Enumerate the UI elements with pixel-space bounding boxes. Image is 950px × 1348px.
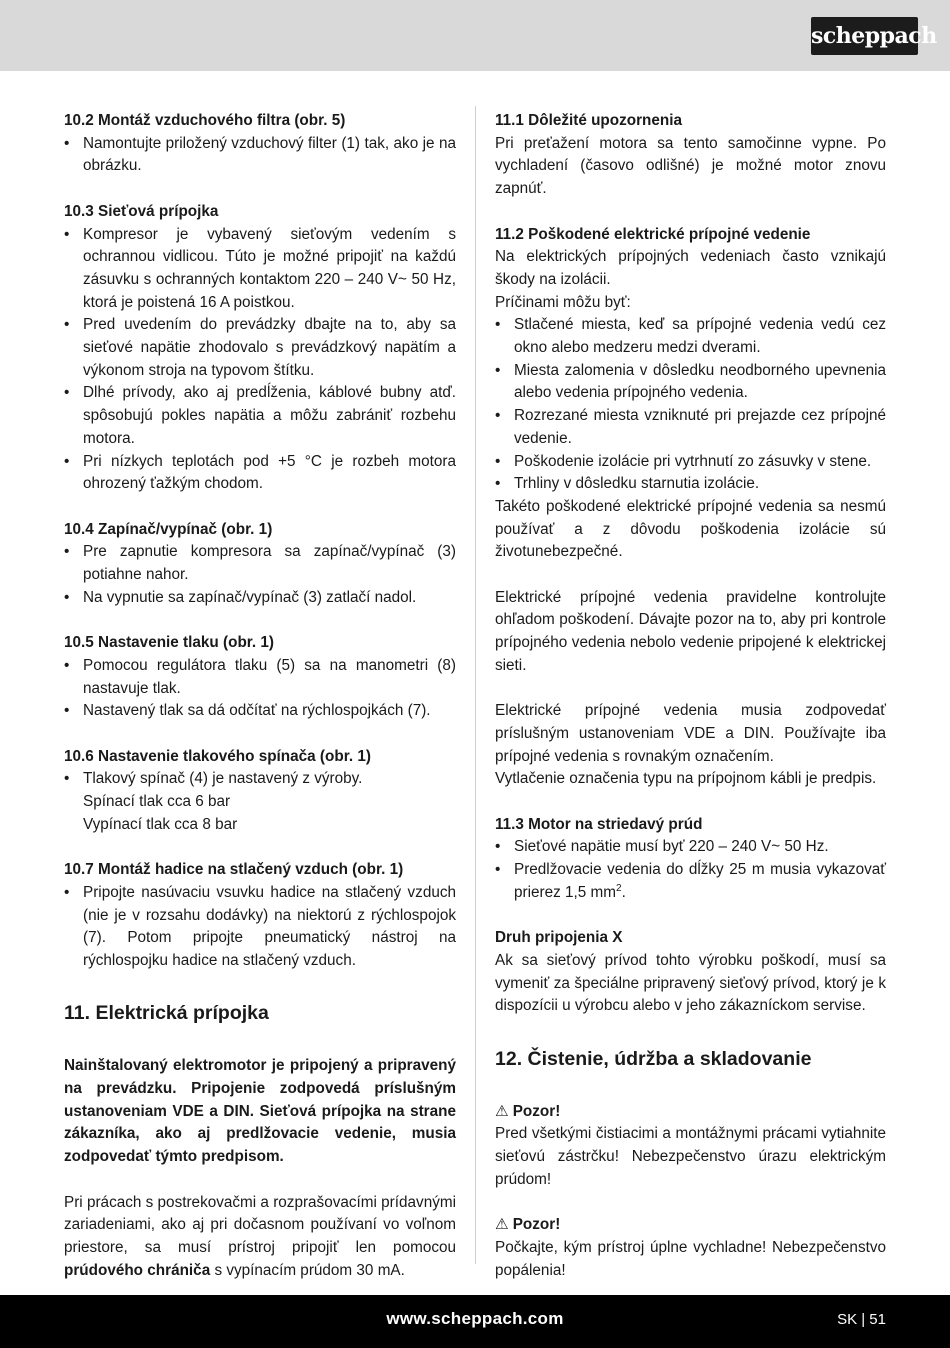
footer-url[interactable]: www.scheppach.com xyxy=(386,1309,564,1328)
section-10-7 xyxy=(64,859,456,973)
section-10-2 xyxy=(64,110,456,178)
bullet-list xyxy=(495,314,886,496)
list-item: • Nastavený tlak sa dá odčítať na rýchlospojkách (7). xyxy=(64,700,456,723)
list-item: • Dlhé prívody, ako aj predĺženia, káblové bubny atď. spôsobujú pokles napätia a môžu zabrániť rozbehu motora. xyxy=(64,382,456,450)
list-item-text: Predlžovacie vedenia do dĺžky 25 m musia vykazovať prierez 1,5 mm xyxy=(514,861,886,901)
paragraph-text: s vypínacím prúdom 30 mA. xyxy=(214,1261,405,1279)
list-item-text: . xyxy=(621,883,626,901)
section-11-2-check xyxy=(495,587,886,678)
pressure-line: Vypínací tlak cca 8 bar xyxy=(83,815,238,833)
list-item: • Miesta zalomenia v dôsledku neodborného upevnenia alebo vedenia prípojného vedenia. xyxy=(495,360,886,405)
section-11-rcd xyxy=(64,1192,456,1283)
warning-icon: ⚠ xyxy=(495,1216,509,1234)
section-10-3 xyxy=(64,201,456,496)
list-item: • Pre zapnutie kompresora sa zapínač/vypínač (3) potiahne nahor. xyxy=(64,541,456,586)
bullet-list xyxy=(64,655,456,723)
section-title: 11.2 Poškodené elektrické prípojné vedenie xyxy=(495,225,811,243)
paragraph: Elektrické prípojné vedenia musia zodpovedať príslušným ustanoveniam VDE a DIN. Používajte iba prípojné vedenia s rovnakým označením. xyxy=(495,702,886,765)
bold-paragraph: Nainštalovaný elektromotor je pripojený a pripravený na prevádzku. Pripojenie zodpovedá príslušným ustanoveniam VDE a DIN. Sieťová prípojka na strane zákazníka, ako aj predlžovacie vedenie, musia zodpovedať týmto predpisom. xyxy=(64,1057,456,1166)
bullet-list xyxy=(64,768,456,791)
list-item: • Sieťové napätie musí byť 220 – 240 V~ 50 Hz. xyxy=(495,836,886,859)
section-title: 10.2 Montáž vzduchového filtra (obr. 5) xyxy=(64,112,346,129)
warning-2 xyxy=(495,1214,886,1282)
list-item: • Kompresor je vybavený sieťovým vedením s ochrannou vidlicou. Túto je možné pripojiť na každú zásuvku s ochranných kontaktom 220 – 240 V~ 50 Hz, ktorá je poistená 16 A poistkou. xyxy=(64,224,456,315)
section-11-2-norms xyxy=(495,700,886,791)
list-item: • Pomocou regulátora tlaku (5) sa na manometri (8) nastavuje tlak. xyxy=(64,655,456,700)
emphasis-text: prúdového chrániča xyxy=(64,1261,211,1279)
paragraph: Pred všetkými čistiacimi a montážnymi prácami vytiahnite sieťovú zástrčku! Nebezpečenstvo úrazu elektrickým prúdom! xyxy=(495,1125,886,1188)
page-number: SK | 51 xyxy=(837,1311,886,1328)
bullet-list xyxy=(64,133,456,178)
list-item: • Na vypnutie sa zapínač/vypínač (3) zatlačí nadol. xyxy=(64,587,456,610)
chapter-title-12: 12. Čistenie, údržba a skladovanie xyxy=(495,1047,812,1070)
section-title: 10.6 Nastavenie tlakového spínača (obr. 1) xyxy=(64,747,371,765)
warning-title xyxy=(495,1214,886,1237)
paragraph: Príčinami môžu byť: xyxy=(495,293,631,311)
list-item: • Rozrezané miesta vzniknuté pri prejazde cez prípojné vedenie. xyxy=(495,405,886,450)
paragraph: Počkajte, kým prístroj úplne vychladne! Nebezpečenstvo popálenia! xyxy=(495,1238,886,1279)
section-11-3 xyxy=(495,814,886,905)
pressure-line: Spínací tlak cca 6 bar xyxy=(83,793,231,811)
list-item xyxy=(495,859,886,904)
section-10-4 xyxy=(64,519,456,610)
bullet-list xyxy=(495,836,886,904)
section-10-5 xyxy=(64,632,456,723)
section-title: 10.3 Sieťová prípojka xyxy=(64,202,219,220)
bullet-list xyxy=(64,882,456,973)
warning-title xyxy=(495,1101,886,1124)
column-divider xyxy=(475,106,476,1264)
paragraph-text: Pri prácach s postrekovačmi a rozprašovacími prídavnými zariadeniami, ako aj pri dočasnom používaní vo voľnom priestore, sa musí prístroj pripojiť len pomocou xyxy=(64,1193,456,1256)
brand-logo: scheppach xyxy=(811,17,918,55)
list-item: • Pred uvedením do prevádzky dbajte na to, aby sa sieťové napätie zhodovalo s prevádzkový napätím a výkonom stroja na typovom štítku. xyxy=(64,314,456,382)
section-11-intro xyxy=(64,1055,456,1169)
warning-label: Pozor! xyxy=(512,1216,561,1234)
bullet-list xyxy=(64,541,456,609)
warning-label: Pozor! xyxy=(512,1102,561,1120)
warning-icon: ⚠ xyxy=(495,1102,509,1120)
list-item: • Tlakový spínač (4) je nastavený z výroby. xyxy=(64,768,456,791)
section-connection-type xyxy=(495,927,886,1018)
section-title: 11.1 Dôležité upozornenia xyxy=(495,112,683,129)
section-title: 11.3 Motor na striedavý prúd xyxy=(495,815,703,833)
section-title: 10.7 Montáž hadice na stlačený vzduch (obr. 1) xyxy=(64,861,404,879)
chapter-title-11: 11. Elektrická prípojka xyxy=(64,1002,269,1025)
paragraph: Ak sa sieťový prívod tohto výrobku poškodí, musí sa vymeniť za špeciálne pripravený sieťový prívod, ktorý je k dispozícii u výrobcu alebo v jeho zákazníckom servise. xyxy=(495,951,886,1015)
header-band xyxy=(0,0,950,71)
left-column xyxy=(64,110,456,1305)
list-item: • Pri nízkych teplotách pod +5 °C je rozbeh motora ohrozený ťažkým chodom. xyxy=(64,451,456,496)
right-column xyxy=(495,110,886,1305)
paragraph: Vytlačenie označenia typu na prípojnom kábli je predpis. xyxy=(495,770,877,788)
warning-1 xyxy=(495,1101,886,1192)
paragraph: Elektrické prípojné vedenia pravidelne kontrolujte ohľadom poškodení. Dávajte pozor na to, aby pri kontrole prípojného vedenia nebolo vedenie pripojené k elektrickej sieti. xyxy=(495,588,886,674)
footer-bar xyxy=(0,1295,950,1348)
superscript: 2 xyxy=(616,882,622,894)
paragraph: Pri preťažení motora sa tento samočinne vypne. Po vychladení (časovo odlišné) je možné motor znovu zapnúť. xyxy=(495,134,886,198)
list-item: • Pripojte nasúvaciu vsuvku hadice na stlačený vzduch (nie je v rozsahu dodávky) na niektorú z rýchlospojok (7). Potom pripojte pneumatický nástroj na rýchlospojku hadice na stlačený vzduch. xyxy=(64,882,456,973)
paragraph: Na elektrických prípojných vedeniach často vznikajú škody na izolácii. xyxy=(495,248,886,288)
section-title: 10.4 Zapínač/vypínač (obr. 1) xyxy=(64,520,273,538)
section-11-1 xyxy=(495,110,886,201)
list-item: • Trhliny v dôsledku starnutia izolácie. xyxy=(495,473,886,496)
section-11-2 xyxy=(495,224,886,565)
paragraph xyxy=(64,1192,456,1283)
section-10-6 xyxy=(64,746,456,837)
section-title: 10.5 Nastavenie tlaku (obr. 1) xyxy=(64,634,274,652)
list-item: • Namontujte priložený vzduchový filter (1) tak, ako je na obrázku. xyxy=(64,133,456,178)
bullet-list xyxy=(64,224,456,496)
section-title: Druh pripojenia X xyxy=(495,929,623,947)
list-item: • Poškodenie izolácie pri vytrhnutí zo zásuvky v stene. xyxy=(495,451,886,474)
paragraph: Takéto poškodené elektrické prípojné vedenia sa nesmú používať a z dôvodu poškodenia izolácie sú životunebezpečné. xyxy=(495,497,886,561)
list-item: • Stlačené miesta, keď sa prípojné vedenia vedú cez okno alebo medzeru medzi dverami. xyxy=(495,314,886,359)
